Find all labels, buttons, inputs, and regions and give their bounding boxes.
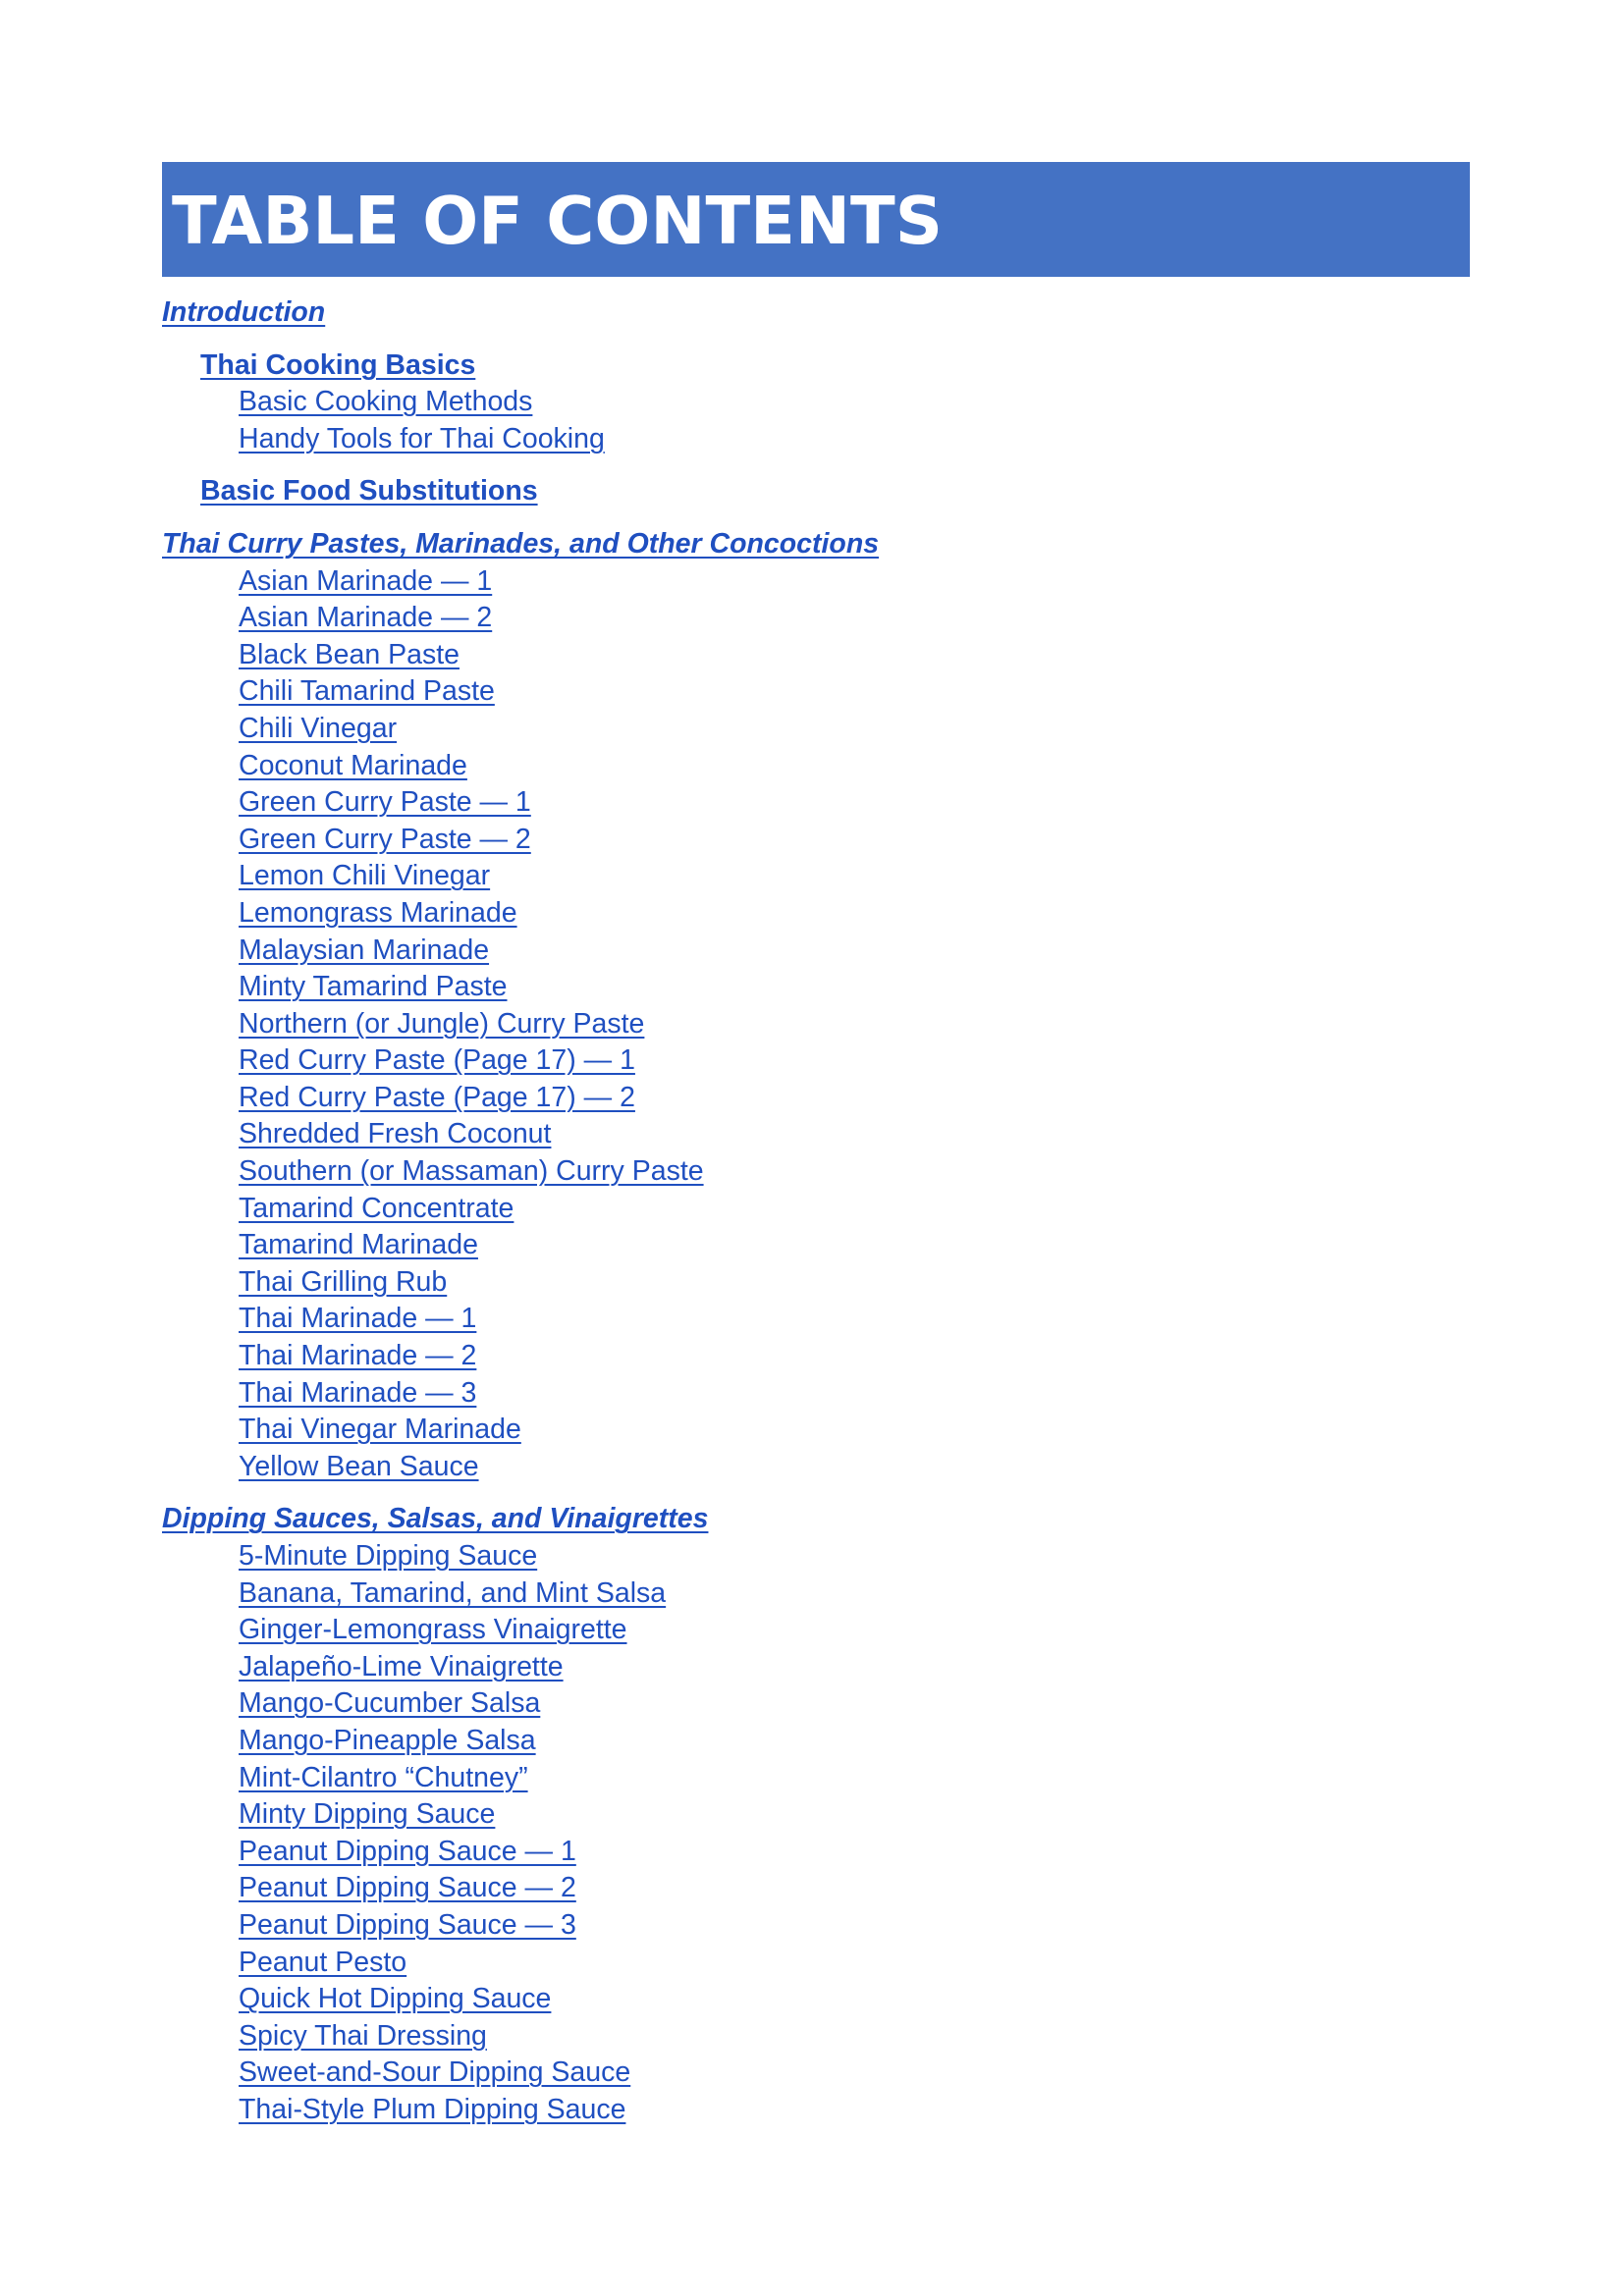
toc-recipe-link[interactable]: Yellow Bean Sauce: [239, 1450, 479, 1482]
toc-recipe-link[interactable]: Mint-Cilantro “Chutney”: [239, 1761, 528, 1793]
toc-recipe-link[interactable]: Peanut Dipping Sauce — 3: [239, 1908, 576, 1941]
toc-recipe-link[interactable]: Southern (or Massaman) Curry Paste: [239, 1155, 704, 1188]
toc-subsection-link[interactable]: Thai Cooking Basics: [200, 348, 476, 381]
toc-recipe-link[interactable]: Basic Cooking Methods: [239, 386, 533, 418]
toc-subsection-link[interactable]: Basic Food Substitutions: [200, 475, 538, 507]
toc-recipe-link[interactable]: Thai-Style Plum Dipping Sauce: [239, 2093, 626, 2125]
toc-recipe-link[interactable]: Lemon Chili Vinegar: [239, 860, 491, 892]
table-of-contents: [162, 294, 1470, 2129]
toc-recipe-link[interactable]: Black Bean Paste: [239, 638, 460, 670]
toc-section-link[interactable]: Dipping Sauces, Salsas, and Vinaigrettes: [162, 1503, 709, 1535]
toc-section-link[interactable]: Introduction: [162, 296, 326, 328]
toc-recipe-link[interactable]: Minty Dipping Sauce: [239, 1798, 496, 1831]
toc-recipe-link[interactable]: Red Curry Paste (Page 17) — 2: [239, 1081, 635, 1113]
toc-recipe-link[interactable]: Malaysian Marinade: [239, 934, 490, 966]
toc-recipe-link[interactable]: Handy Tools for Thai Cooking: [239, 422, 605, 454]
toc-recipe-link[interactable]: Coconut Marinade: [239, 749, 467, 781]
toc-recipe-link[interactable]: Chili Vinegar: [239, 712, 398, 744]
toc-recipe-link[interactable]: Thai Vinegar Marinade: [239, 1414, 521, 1446]
toc-recipe-link[interactable]: Thai Marinade — 2: [239, 1340, 477, 1372]
toc-recipe-link[interactable]: Thai Marinade — 3: [239, 1376, 477, 1409]
toc-recipe-link[interactable]: Tamarind Concentrate: [239, 1192, 514, 1224]
toc-recipe-link[interactable]: Minty Tamarind Paste: [239, 971, 508, 1003]
toc-recipe-link[interactable]: Chili Tamarind Paste: [239, 675, 495, 708]
toc-recipe-link[interactable]: Ginger-Lemongrass Vinaigrette: [239, 1614, 627, 1646]
toc-recipe-link[interactable]: Red Curry Paste (Page 17) — 1: [239, 1044, 635, 1077]
toc-recipe-link[interactable]: Sweet-and-Sour Dipping Sauce: [239, 2056, 631, 2089]
toc-recipe-link[interactable]: Mango-Cucumber Salsa: [239, 1687, 541, 1720]
toc-recipe-link[interactable]: Peanut Pesto: [239, 1946, 407, 1978]
toc-recipe-link[interactable]: Green Curry Paste — 2: [239, 823, 531, 855]
toc-section-link[interactable]: Thai Curry Pastes, Marinades, and Other Concoctions: [162, 527, 880, 560]
toc-recipe-link[interactable]: Jalapeño-Lime Vinaigrette: [239, 1650, 564, 1682]
toc-recipe-link[interactable]: Northern (or Jungle) Curry Paste: [239, 1007, 645, 1040]
toc-recipe-link[interactable]: Tamarind Marinade: [239, 1229, 478, 1261]
toc-recipe-link[interactable]: Quick Hot Dipping Sauce: [239, 1983, 552, 2015]
toc-recipe-link[interactable]: Shredded Fresh Coconut: [239, 1118, 552, 1150]
toc-recipe-link[interactable]: Thai Marinade — 1: [239, 1303, 477, 1335]
toc-recipe-link[interactable]: Spicy Thai Dressing: [239, 2019, 487, 2052]
title-banner: [162, 162, 1470, 277]
toc-recipe-link[interactable]: Mango-Pineapple Salsa: [239, 1724, 536, 1756]
toc-recipe-link[interactable]: Banana, Tamarind, and Mint Salsa: [239, 1576, 667, 1609]
toc-recipe-link[interactable]: Asian Marinade — 2: [239, 602, 493, 634]
toc-recipe-link[interactable]: Peanut Dipping Sauce — 1: [239, 1835, 576, 1867]
toc-recipe-link[interactable]: 5-Minute Dipping Sauce: [239, 1540, 538, 1572]
toc-recipe-link[interactable]: Asian Marinade — 1: [239, 564, 493, 597]
toc-recipe-link[interactable]: Peanut Dipping Sauce — 2: [239, 1872, 576, 1904]
page-title: TABLE OF CONTENTS: [172, 183, 943, 259]
toc-recipe-link[interactable]: Green Curry Paste — 1: [239, 786, 531, 819]
toc-recipe-link[interactable]: Lemongrass Marinade: [239, 896, 517, 929]
toc-recipe-link[interactable]: Thai Grilling Rub: [239, 1265, 448, 1298]
